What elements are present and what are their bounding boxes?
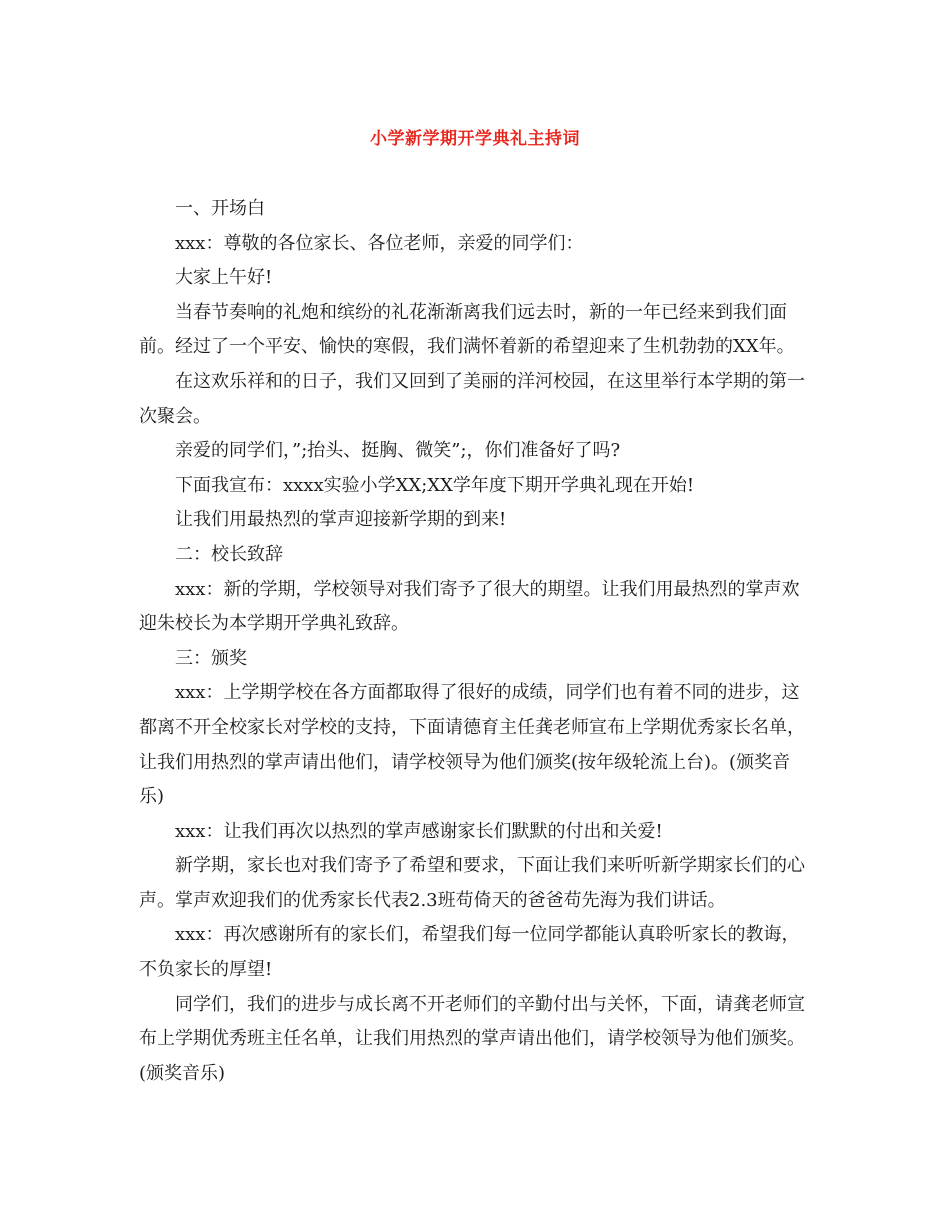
paragraph: 当春节奏响的礼炮和缤纷的礼花渐渐离我们远去时，新的一年已经来到我们面前。经过了一个平安、愉快的寒假，我们满怀着新的希望迎来了生机勃勃的XX年。 xyxy=(139,301,795,358)
paragraph: xxx：尊敬的各位家长、各位老师，亲爱的同学们： xyxy=(175,232,584,254)
paragraph: 亲爱的同学们，”;抬头、挺胸、微笑”;，你们准备好了吗? xyxy=(175,440,621,462)
section-heading-awards: 三：颁奖 xyxy=(175,647,247,669)
paragraph: xxx：再次感谢所有的家长们，希望我们每一位同学都能认真聆听家长的教诲，不负家长的厚望! xyxy=(139,924,800,981)
paragraph: xxx：新的学期，学校领导对我们寄予了很大的期望。让我们用最热烈的掌声欢迎朱校长为本学期开学典礼致辞。 xyxy=(139,578,800,635)
paragraph: 让我们用最热烈的掌声迎接新学期的到来! xyxy=(175,509,507,531)
paragraph: 新学期，家长也对我们寄予了希望和要求，下面让我们来听听新学期家长们的心声。掌声欢迎我们的优秀家长代表2.3班苟倚天的爸爸苟先海为我们讲话。 xyxy=(139,855,805,911)
paragraph: xxx：让我们再次以热烈的掌声感谢家长们默默的付出和关爱! xyxy=(175,820,663,842)
paragraph: xxx：上学期学校在各方面都取得了很好的成绩，同学们也有着不同的进步，这都离不开全校家长对学校的支持，下面请德育主任龚老师宣布上学期优秀家长名单，让我们用热烈的掌声请出他们，请学校领导为他们颁奖(按年级轮流上台)。(颁奖音乐) xyxy=(139,682,805,808)
paragraph: 下面我宣布：xxxx实验小学XX;XX学年度下期开学典礼现在开始! xyxy=(175,474,695,496)
section-heading-principal-speech: 二：校长致辞 xyxy=(175,543,283,565)
document-title: 小学新学期开学典礼主持词 xyxy=(370,129,580,149)
paragraph: 同学们，我们的进步与成长离不开老师们的辛勤付出与关怀，下面，请龚老师宣布上学期优秀班主任名单，让我们用热烈的掌声请出他们，请学校领导为他们颁奖。(颁奖音乐) xyxy=(139,993,805,1084)
paragraph: 在这欢乐祥和的日子，我们又回到了美丽的洋河校园，在这里举行本学期的第一次聚会。 xyxy=(139,370,805,427)
document-body xyxy=(139,192,811,1091)
paragraph: 大家上午好! xyxy=(175,267,273,289)
section-heading-opening: 一、开场白 xyxy=(175,198,265,219)
